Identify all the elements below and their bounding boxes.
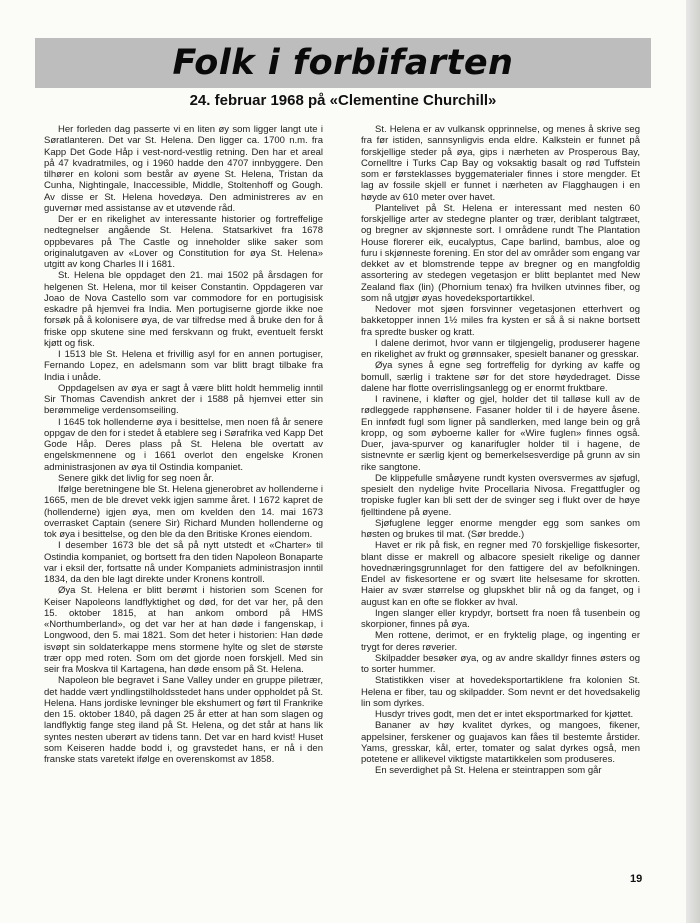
paragraph: Oppdagelsen av øya er sagt å være blitt holdt hemmelig inntil Sir Thomas Cavendish ankret der i 1588 på hjemvei etter sin berømmelige verdensomseiling.	[44, 382, 323, 417]
paragraph: Napoleon ble begravet i Sane Valley under en gruppe piletrær, det hadde vært yndlingstilholdsstedet hans under oppholdet på St. Helena. Hans jordiske levninger ble ekshumert og ført til Frankrike den 15. oktober 1840, på dagen 25 år etter at han som slagen og landflyktig fange steg iland på St. Helena, og det står at hans lik syntes nesten uberørt av tidens tann. Det var en hard kvist! Huset som Keiseren hadde bodd i, og gravstedet hans, er nå i den franske stats varetekt ifølge en overenskomst av 1858.	[44, 675, 323, 765]
paragraph: Skilpadder besøker øya, og av andre skalldyr finnes østers og to sorter hummer.	[361, 652, 640, 675]
article-subtitle: 24. februar 1968 på «Clementine Churchill»	[189, 92, 497, 109]
paragraph: I 1513 ble St. Helena et frivillig asyl for en annen portugiser, Fernando Lopez, en adelsmann som var blitt bragt tilbake fra India i unåde.	[44, 349, 323, 383]
paragraph: Øya synes å egne seg fortreffelig for dyrking av kaffe og bomull, særlig i traktene sør for det store høydedraget. Disse dalene har flotte overrislingsanlegg og er enormt fruktbare.	[361, 360, 640, 394]
page-edge-shadow	[686, 0, 700, 923]
paragraph: Men rottene, derimot, er en fryktelig plage, og ingenting er trygt for deres røverier.	[361, 630, 640, 653]
article-title: Folk i forbifarten	[172, 43, 514, 83]
paragraph: I ravinene, i kløfter og gjel, holder det til talløse kull av de rødleggede rapphønsene. Fasaner holder til i de høyere åsene. En innfødt fugl som ligner på sandlerken, med lange bein og grå kropp, og som øyboerne kaller for «Wire fuglen» finnes også. Duer, java-spurver og kanarifugler holder til i hagene, de sistnevnte er særlig kjent og bemerkelsesverdige på grunn av sin rike sangtone.	[361, 394, 640, 473]
paragraph: En severdighet på St. Helena er steintrappen som går	[375, 765, 602, 777]
paragraph: St. Helena ble oppdaget den 21. mai 1502 på årsdagen for helgenen St. Helena, mor til keiser Constantin. Oppdageren var Joao de Nova Castello som var commodore for en portugisisk eskadre på hjemvei fra India. Men portugiserne gjorde ikke noe forsøk på å kolonisere øya, de var tilfredse med å bruke den for å friske opp skutene sine med ferskvann og frukt, eventuelt ferskt kjøtt og fisk.	[44, 270, 323, 349]
paragraph: I dalene derimot, hvor vann er tilgjengelig, produserer hagene en rikelighet av frukt og grønnsaker, spesielt bananer og gresskar.	[361, 337, 640, 360]
article-column-left	[44, 124, 323, 765]
paragraph: Bananer av høy kvalitet dyrkes, og mangoes, fikener, appelsiner, ferskener og guajavos kan fåes til bestemte årstider. Yams, gresskar, kål, erter, tomater og salat dyrkes også, men potetene er allikevel viktigste matartikkelen som produseres.	[361, 720, 640, 765]
paragraph: Statistikken viser at hovedeksportartiklene fra kolonien St. Helena er fiber, tau og skilpadder. Som nevnt er det hovedsakelig lin som dyrkes.	[361, 675, 640, 709]
paragraph: Ingen slanger eller krypdyr, bortsett fra noen få tusenbein og skorpioner, finnes på øya.	[361, 607, 640, 630]
paragraph: Ifølge beretningene ble St. Helena gjenerobret av hollenderne i 1665, men de ble drevet vekk igjen samme året. I 1672 kapret de (hollenderne) igjen øya, men om kvelden den 14. mai 1673 overrasket Captain (senere Sir) Richard Munden hollenderne og tok øya i besittelse, og den ble da den Britiske Krones eiendom.	[44, 484, 323, 540]
paragraph: Her forleden dag passerte vi en liten øy som ligger langt ute i Søratlanteren. Det var St. Helena. Den ligger ca. 1700 n.m. fra Kapp Det Gode Håp i vest-nord-vestlig retning. Den har et areal på 47 kvadratmiles, og i 1960 hadde den 4707 innbyggere. Den tilhører en koloni som består av øyene St. Helena, Tristan da Cunha, Nightingale, Inaccessible, Middle, Stoltenhoff og Gough. Av disse er St. Helena hovedøya. Den administreres av en guvernør med assistanse av et utøvende råd.	[44, 124, 323, 214]
paragraph: Senere gikk det livlig for seg noen år.	[58, 472, 214, 484]
paragraph: De klippefulle småøyene rundt kysten oversvermes av sjøfugl, spesielt den nydelige hvite Procellaria Nivosa. Fregattfugler og tropiske fugler kan bli sett der de svinger seg i flukt over de høye fjelltindene på øyene.	[361, 472, 640, 518]
paragraph: Plantelivet på St. Helena er interessant med nesten 60 forskjellige arter av stedegne planter og trær, deriblant talgtræet, og bregner av skjønneste sort. I områdene rundt The Plantation House florerer eik, eucalyptus, Cape barlind, bambus, aloe og furu i skjønneste forening. En stor del av områder som engang var dekket av et blomstrende teppe av bregner og en mangfoldig assortering av stedegen vegetasjon er blitt beplantet med New Zealand flax (lin) (Phornium tenax) fra hvilken utvinnes fiber, og som nå utgjør øyas hovedeksportartikkel.	[361, 202, 640, 304]
paragraph: I desember 1673 ble det så på nytt utstedt et «Charter» til Ostindia kompaniet, og bortsett fra den tiden Napoleon Bonaparte var i eksil der, fortsatte nå under Kompaniets administrasjon inntil 1834, da den ble lagt direkte under Kronens kontroll.	[44, 540, 323, 585]
paragraph: Der er en rikelighet av interessante historier og fortreffelige nedtegnelser angående St. Helena. Statsarkivet fra 1678 oppbevares på The Castle og inneholder slike saker som originalutgaven av «Lover og Constitution for øya St. Helena» utgitt av kong Charles II i 1681.	[44, 214, 323, 270]
paragraph: St. Helena er av vulkansk opprinnelse, og menes å skrive seg fra før istiden, sannsynligvis enda eldre. Kalkstein er funnet på forskjellige steder på øya, gips i nærheten av Prosperous Bay, Cornelltre i Turks Cap Bay og voksaktig basalt og rød Tuffstein som er førsteklasses byggematerialer finnes i store mengder. Et lag av fossile skjell er funnet i nærheten av Flagghaugen i en høyde av 610 meter over havet.	[361, 124, 640, 203]
article-column-right	[361, 124, 640, 777]
page-number: 19	[630, 873, 643, 885]
paragraph: Sjøfuglene legger enorme mengder egg som sankes om høsten og brukes til mat. (Sør bredde.)	[361, 517, 640, 540]
paragraph: Øya St. Helena er blitt berømt i historien som Scenen for Keiser Napoleons landflyktighet og død, for det var her, på den 15. oktober 1815, at han ankom ombord på HMS «Northumberland», og det var her at han døde i fangenskap, i Longwood, den 5. mai 1821. Som det heter i historien: Han døde isvøpt sin soldaterkappe mens stormene hylte og slet de største trær opp med roten. Som om det gjorde noen forskjell. Med sin seir fra Moskva til Kartagena, han døde ensom på St. Helena.	[44, 585, 323, 675]
paragraph: I 1645 tok hollenderne øya i besittelse, men noen få år senere oppgav de den for i stedet å etablere seg i Sørafrika ved Kapp Det Gode Håp. Deres plass på St. Helena ble overtatt av engelskmennene og i 1661 overlot den engelske Kronen administrasjonen av øya til Ostindia kompaniet.	[44, 416, 323, 473]
paragraph: Havet er rik på fisk, en regner med 70 forskjellige fiskesorter, blant disse er makrell og albacore spesielt rikelige og danner hovednæringsgrunnlaget for den fattigere del av befolkningen. Endel av fiskesortene er og svært lite helsesame for skrotten. Haier av svær størrelse og glupskhet blir nå og da fanget, og i august kan en ofte se flokker av hval.	[361, 540, 640, 608]
paragraph: Nedover mot sjøen forsvinner vegetasjonen etterhvert og bakketopper innen 1½ miles fra kysten er så å si nakne bortsett fra spredte busker og kratt.	[361, 304, 640, 338]
paragraph: Husdyr trives godt, men det er intet eksportmarked for kjøttet.	[375, 709, 634, 720]
